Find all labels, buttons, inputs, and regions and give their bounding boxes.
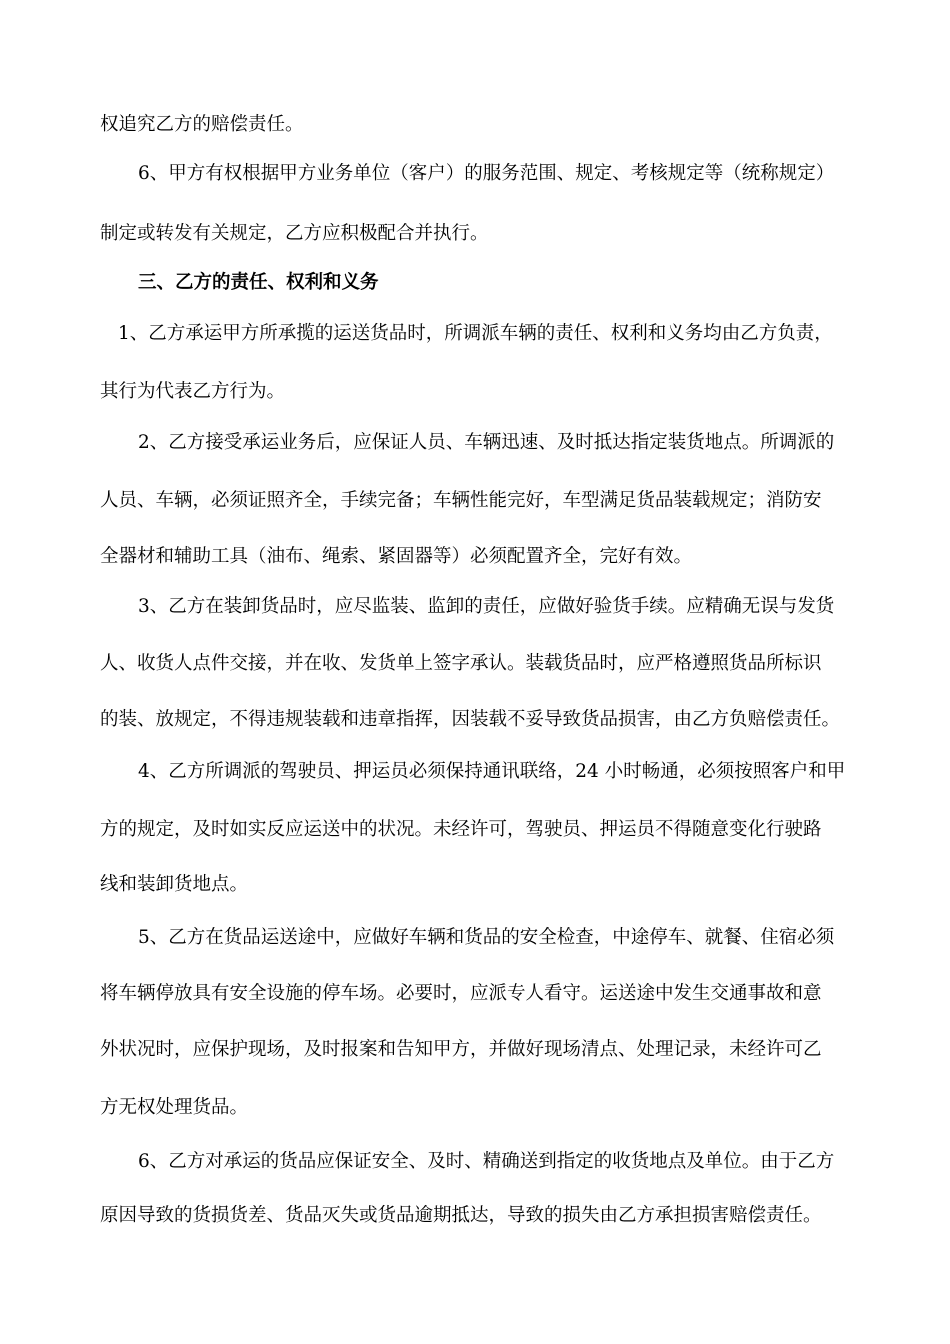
paragraph-4-line-1: 4、乙方所调派的驾驶员、押运员必须保持通讯联络，24 小时畅通，必须按照客户和甲 xyxy=(138,761,846,782)
paragraph-5-line-1: 5、乙方在货品运送途中，应做好车辆和货品的安全检查，中途停车、就餐、住宿必须 xyxy=(138,927,835,948)
text-line: 其行为代表乙方行为。 xyxy=(100,381,286,402)
text-line: 线和装卸货地点。 xyxy=(100,874,249,895)
paragraph-1-line-1: 1、乙方承运甲方所承揽的运送货品时，所调派车辆的责任、权利和义务均由乙方负责， xyxy=(118,323,833,344)
text-line: 全器材和辅助工具（油布、绳索、紧固器等）必须配置齐全，完好有效。 xyxy=(100,546,693,567)
text-line: 方无权处理货品。 xyxy=(100,1097,249,1118)
text-line: 制定或转发有关规定，乙方应积极配合并执行。 xyxy=(100,223,489,244)
paragraph-6-line-1: 6、甲方有权根据甲方业务单位（客户）的服务范围、规定、考核规定等（统称规定） xyxy=(138,163,835,184)
text-line: 外状况时，应保护现场，及时报案和告知甲方，并做好现场清点、处理记录，未经许可乙 xyxy=(100,1039,822,1060)
paragraph-6b-line-1: 6、乙方对承运的货品应保证安全、及时、精确送到指定的收货地点及单位。由于乙方 xyxy=(138,1151,835,1172)
text-line: 人员、车辆，必须证照齐全，手续完备；车辆性能完好，车型满足货品装载规定；消防安 xyxy=(100,490,822,511)
paragraph-3-line-1: 3、乙方在装卸货品时，应尽监装、监卸的责任，应做好验货手续。应精确无误与发货 xyxy=(138,596,835,617)
text-line: 的装、放规定，不得违规装载和违章指挥，因装载不妥导致货品损害，由乙方负赔偿责任。 xyxy=(100,709,841,730)
text-line: 原因导致的货损货差、货品灭失或货品逾期抵达，导致的损失由乙方承担损害赔偿责任。 xyxy=(100,1205,822,1226)
paragraph-2-line-1: 2、乙方接受承运业务后，应保证人员、车辆迅速、及时抵达指定装货地点。所调派的 xyxy=(138,432,835,453)
text-line: 将车辆停放具有安全设施的停车场。必要时，应派专人看守。运送途中发生交通事故和意 xyxy=(100,983,822,1004)
text-line: 人、收货人点件交接，并在收、发货单上签字承认。装载货品时，应严格遵照货品所标识 xyxy=(100,653,822,674)
text-line: 方的规定，及时如实反应运送中的状况。未经许可，驾驶员、押运员不得随意变化行驶路 xyxy=(100,819,822,840)
section-heading: 三、乙方的责任、权利和义务 xyxy=(138,272,379,293)
text-line: 权追究乙方的赔偿责任。 xyxy=(100,114,304,135)
